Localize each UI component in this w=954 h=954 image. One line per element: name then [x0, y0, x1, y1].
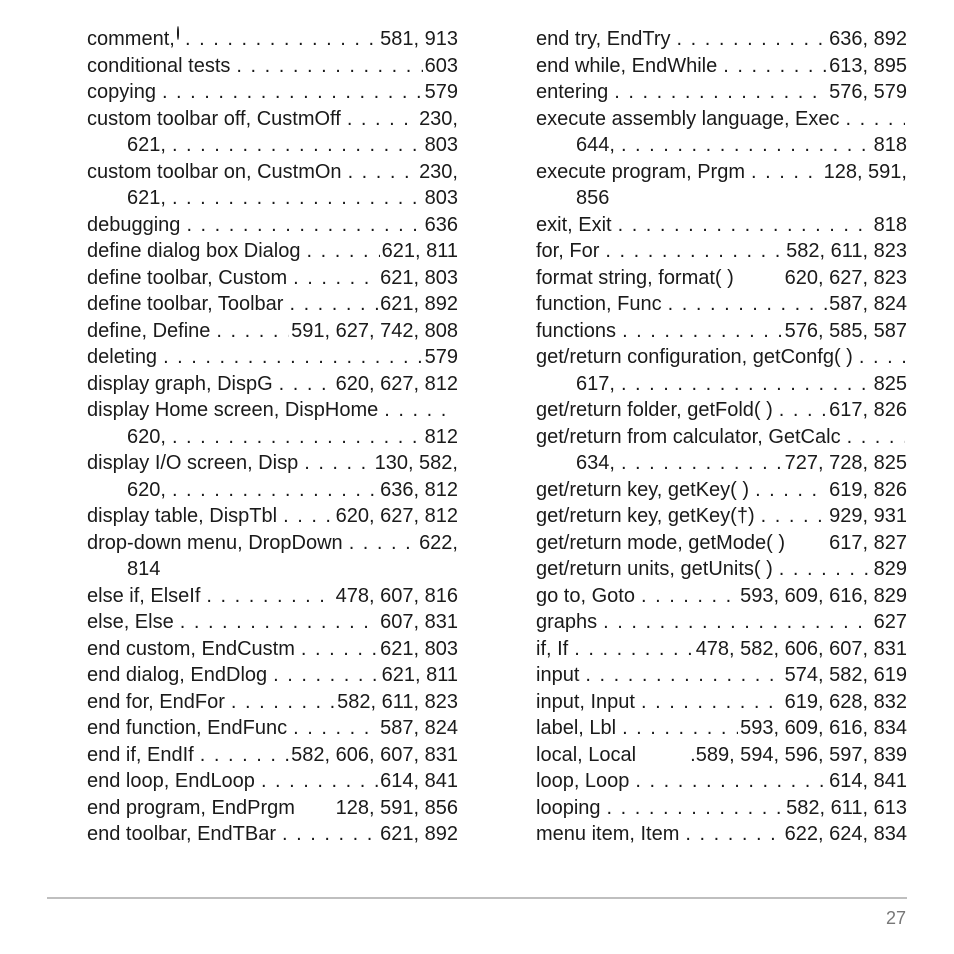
index-term: functions [536, 319, 617, 342]
index-column-left [87, 26, 458, 848]
index-term: execute assembly language, Exec [536, 107, 840, 130]
dot-leader [841, 424, 905, 451]
index-entry [87, 636, 458, 663]
dot-leader [745, 159, 822, 186]
index-term: conditional tests [87, 54, 231, 77]
index-pages: 593, 609, 616, 829 [740, 584, 907, 607]
index-pages: 582, 606, 607, 831 [291, 743, 458, 766]
index-term: display graph, DispG [87, 372, 273, 395]
dot-leader [612, 212, 872, 239]
index-pages: 617, 826 [829, 399, 907, 421]
index-continuation-page: 620, [127, 478, 166, 501]
comment-symbol-icon [177, 26, 179, 40]
dot-leader [636, 742, 688, 769]
index-term: loop, Loop [536, 770, 630, 792]
page-number: 27 [885, 908, 906, 928]
index-pages: 627 [873, 611, 907, 633]
dot-leader [255, 768, 378, 795]
index-entry [536, 132, 907, 159]
index-entry [536, 530, 907, 557]
index-entry [536, 742, 907, 769]
index-entry [536, 53, 907, 80]
index-entry [87, 26, 458, 53]
index-pages: 230, [419, 160, 458, 183]
index-pages: 929, 931 [829, 505, 907, 527]
index-continuation-pages: 856 [576, 187, 610, 209]
dot-leader [717, 53, 827, 80]
dot-leader [166, 185, 423, 212]
index-pages: 818 [873, 213, 907, 236]
index-entry [536, 185, 907, 212]
dot-leader [615, 450, 783, 477]
index-pages: 636 [424, 213, 458, 236]
index-pages: 812 [424, 425, 458, 448]
index-term: end custom, EndCustm [87, 637, 295, 660]
index-column-right [536, 26, 907, 848]
index-term: exit, Exit [536, 213, 612, 236]
index-continuation-page: 621, [127, 134, 166, 156]
index-pages: 829 [873, 558, 907, 580]
index-pages [905, 106, 907, 133]
dot-leader [273, 371, 334, 398]
index-entry [87, 477, 458, 504]
index-term: define, Define [87, 319, 211, 342]
index-entry [536, 583, 907, 610]
index-entry [536, 212, 907, 239]
dot-leader [616, 318, 783, 345]
index-term: else if, ElseIf [87, 584, 201, 607]
index-pages: 478, 607, 816 [335, 584, 458, 607]
dot-leader [635, 583, 738, 610]
index-pages: 128, 591, 856 [335, 796, 458, 819]
index-entry [87, 371, 458, 398]
index-entry [536, 503, 907, 530]
index-entry [87, 689, 458, 716]
index-pages: 621, 892 [380, 823, 458, 845]
dot-leader [662, 291, 828, 318]
index-term: drop-down menu, DropDown [87, 531, 343, 554]
dot-leader [343, 530, 417, 557]
index-pages: 803 [424, 134, 458, 156]
index-entry [536, 477, 907, 504]
index-pages: 230, [419, 107, 458, 130]
index-pages: 621, 803 [380, 266, 458, 289]
index-entry [87, 821, 458, 848]
index-entry [536, 371, 907, 398]
index-term: get/return key, getKey(†) [536, 505, 755, 527]
dot-leader [679, 821, 782, 848]
index-entry [536, 609, 907, 636]
index-pages: 478, 582, 606, 607, 831 [695, 637, 907, 660]
index-entry [87, 238, 458, 265]
index-entry [87, 583, 458, 610]
dot-leader [210, 318, 289, 345]
index-entry [536, 768, 907, 795]
dot-leader [283, 291, 378, 318]
index-pages: 587, 824 [829, 293, 907, 315]
dot-leader [608, 79, 827, 106]
dot-leader [298, 450, 372, 477]
index-entry [87, 424, 458, 451]
index-entry [536, 26, 907, 53]
index-pages: 582, 611, 823 [337, 690, 458, 713]
index-entry [536, 79, 907, 106]
index-term: get/return key, getKey( ) [536, 478, 750, 501]
footer-rule [47, 897, 907, 899]
index-pages: 581, 913 [380, 28, 458, 50]
index-pages: 803 [424, 187, 458, 209]
dot-leader [853, 344, 905, 371]
index-entry [87, 556, 458, 583]
index-pages: 607, 831 [380, 611, 458, 633]
index-entry [87, 106, 458, 133]
index-entry [87, 662, 458, 689]
index-entry [87, 185, 458, 212]
index-term: input, Input [536, 690, 635, 713]
index-pages: .589, 594, 596, 597, 839 [690, 743, 907, 766]
index-entry [87, 503, 458, 530]
dot-leader [579, 662, 782, 689]
dot-leader [276, 821, 378, 848]
index-term: graphs [536, 611, 598, 633]
index-term: define dialog box Dialog [87, 240, 301, 262]
index-term: menu item, Item [536, 823, 680, 845]
dot-leader [179, 26, 378, 53]
index-term: end while, EndWhile [536, 54, 718, 77]
index-term: display I/O screen, Disp [87, 452, 299, 474]
index-continuation-page: 644, [576, 134, 615, 156]
index-term: custom toolbar on, CustmOn [87, 160, 342, 183]
index-term: local, Local [536, 743, 637, 766]
index-entry [536, 821, 907, 848]
dot-leader [301, 238, 380, 265]
index-pages: 614, 841 [380, 770, 458, 792]
dot-leader [180, 212, 422, 239]
index-term: entering [536, 81, 609, 103]
dot-leader [295, 636, 378, 663]
dot-leader [157, 344, 423, 371]
index-entry [87, 212, 458, 239]
index-entry [536, 689, 907, 716]
index-term: end dialog, EndDlog [87, 664, 268, 686]
index-entry [87, 530, 458, 557]
index-term: deleting [87, 346, 158, 368]
dot-leader [166, 132, 423, 159]
index-pages [456, 397, 458, 424]
index-entry [87, 265, 458, 292]
index-entry [87, 609, 458, 636]
index-pages: 825 [873, 372, 907, 395]
index-pages: 620, 627, 823 [784, 266, 907, 289]
index-term: end try, EndTry [536, 28, 671, 50]
index-pages: 593, 609, 616, 834 [740, 717, 907, 739]
index-term: looping [536, 796, 601, 819]
index-entry [87, 53, 458, 80]
index-continuation-page: 617, [576, 372, 615, 395]
index-pages: 620, 627, 812 [335, 505, 458, 527]
dot-leader [166, 424, 423, 451]
index-term: end if, EndIf [87, 743, 194, 766]
index-term: copying [87, 81, 156, 103]
dot-leader [156, 79, 423, 106]
index-entry [87, 450, 458, 477]
index-term: get/return units, getUnits( ) [536, 558, 773, 580]
index-pages: 621, 811 [381, 240, 458, 262]
index-term: else, Else [87, 611, 174, 633]
index-term: go to, Goto [536, 584, 635, 607]
index-pages: 619, 628, 832 [784, 690, 907, 713]
index-entry [87, 132, 458, 159]
index-pages: 576, 585, 587 [784, 319, 907, 342]
index-entry [87, 742, 458, 769]
dot-leader [773, 556, 872, 583]
dot-leader [225, 689, 335, 716]
dot-leader [755, 503, 828, 530]
dot-leader [200, 583, 333, 610]
index-term: get/return folder, getFold( ) [536, 399, 773, 421]
dot-leader [295, 795, 334, 822]
index-entry [87, 344, 458, 371]
index-term: get/return from calculator, GetCalc [536, 425, 841, 448]
index-term: comment, [87, 28, 175, 50]
index-term: function, Func [536, 293, 662, 315]
index-pages: 818 [873, 134, 907, 156]
dot-leader [267, 662, 379, 689]
index-pages: 619, 826 [829, 478, 907, 501]
dot-leader [287, 715, 378, 742]
index-continuation-page: 621, [127, 187, 166, 209]
index-continuation-page: 634, [576, 452, 615, 474]
index-pages: 603 [424, 54, 458, 77]
index-pages: 621, 811 [381, 664, 458, 686]
index-entry [87, 397, 458, 424]
index-entry [87, 715, 458, 742]
dot-leader [840, 106, 905, 133]
dot-leader [378, 397, 456, 424]
index-pages: 591, 627, 742, 808 [291, 319, 458, 342]
dot-leader [629, 768, 827, 795]
index-pages: 579 [424, 346, 458, 368]
dot-leader [599, 238, 784, 265]
index-term: for, For [536, 240, 600, 262]
index-entry [536, 159, 907, 186]
index-entry [87, 768, 458, 795]
dot-leader [287, 265, 378, 292]
dot-leader [342, 159, 418, 186]
index-term: get/return mode, getMode( ) [536, 531, 786, 554]
index-pages: 128, 591, [823, 160, 907, 183]
dot-leader [277, 503, 334, 530]
index-continuation-pages: 814 [127, 558, 161, 580]
index-term: end function, EndFunc [87, 717, 288, 739]
dot-leader [785, 530, 827, 557]
index-term: get/return configuration, getConfg( ) [536, 346, 853, 368]
index-term: display table, DispTbl [87, 505, 278, 527]
dot-leader [749, 477, 827, 504]
index-entry [536, 715, 907, 742]
index-entry [536, 424, 907, 451]
index-term: custom toolbar off, CustmOff [87, 107, 341, 130]
index-entry [87, 79, 458, 106]
index-pages: 582, 611, 613 [786, 796, 907, 819]
index-entry [87, 291, 458, 318]
index-entry [536, 636, 907, 663]
index-entry [536, 318, 907, 345]
index-term: debugging [87, 213, 181, 236]
index-entry [536, 265, 907, 292]
index-pages [905, 344, 907, 371]
dot-leader [230, 53, 422, 80]
index-pages: 613, 895 [829, 54, 907, 77]
index-entry [87, 795, 458, 822]
index-pages [905, 424, 907, 451]
index-term: display Home screen, DispHome [87, 399, 379, 421]
index-term: define toolbar, Toolbar [87, 293, 284, 315]
index-term: label, Lbl [536, 717, 617, 739]
dot-leader [341, 106, 417, 133]
dot-leader [616, 715, 738, 742]
index-pages: 576, 579 [829, 81, 907, 103]
dot-leader [194, 742, 289, 769]
index-pages: 620, 627, 812 [335, 372, 458, 395]
index-pages: 614, 841 [829, 770, 907, 792]
index-entry [87, 159, 458, 186]
dot-leader [615, 371, 872, 398]
index-entry [536, 291, 907, 318]
index-entry [536, 238, 907, 265]
index-entry [536, 344, 907, 371]
index-entry [536, 450, 907, 477]
dot-leader [601, 795, 785, 822]
index-pages: 587, 824 [380, 717, 458, 739]
index-term: if, If [536, 637, 569, 660]
index-entry [87, 318, 458, 345]
index-entry [536, 397, 907, 424]
dot-leader [635, 689, 783, 716]
index-pages: 582, 611, 823 [786, 240, 907, 262]
index-pages: 622, 624, 834 [784, 823, 907, 845]
index-term: format string, format( ) [536, 266, 734, 289]
dot-leader [568, 636, 693, 663]
index-pages: 621, 803 [380, 637, 458, 660]
index-entry [536, 662, 907, 689]
dot-leader [597, 609, 871, 636]
dot-leader [734, 265, 783, 292]
index-pages: 574, 582, 619 [784, 664, 907, 686]
dot-leader [166, 477, 378, 504]
dot-leader [773, 397, 827, 424]
index-pages: 621, 892 [380, 293, 458, 315]
dot-leader [671, 26, 828, 53]
index-pages: 636, 812 [380, 478, 458, 501]
index-term: execute program, Prgm [536, 160, 745, 183]
index-entry [536, 795, 907, 822]
index-continuation-page: 620, [127, 425, 166, 448]
index-term: end program, EndPrgm [87, 796, 295, 819]
index-pages: 622, [419, 531, 458, 554]
index-term: define toolbar, Custom [87, 266, 288, 289]
index-term: end loop, EndLoop [87, 770, 255, 792]
index-pages: 579 [424, 81, 458, 103]
index-term: end for, EndFor [87, 690, 225, 713]
index-entry [536, 106, 907, 133]
index-pages: 636, 892 [829, 28, 907, 50]
dot-leader [615, 132, 872, 159]
index-term: input [536, 664, 580, 686]
index-entry [536, 556, 907, 583]
index-pages: 617, 827 [829, 531, 907, 554]
dot-leader [174, 609, 378, 636]
index-pages: 727, 728, 825 [784, 452, 907, 474]
index-term: end toolbar, EndTBar [87, 823, 277, 845]
index-pages: 130, 582, [374, 452, 458, 474]
